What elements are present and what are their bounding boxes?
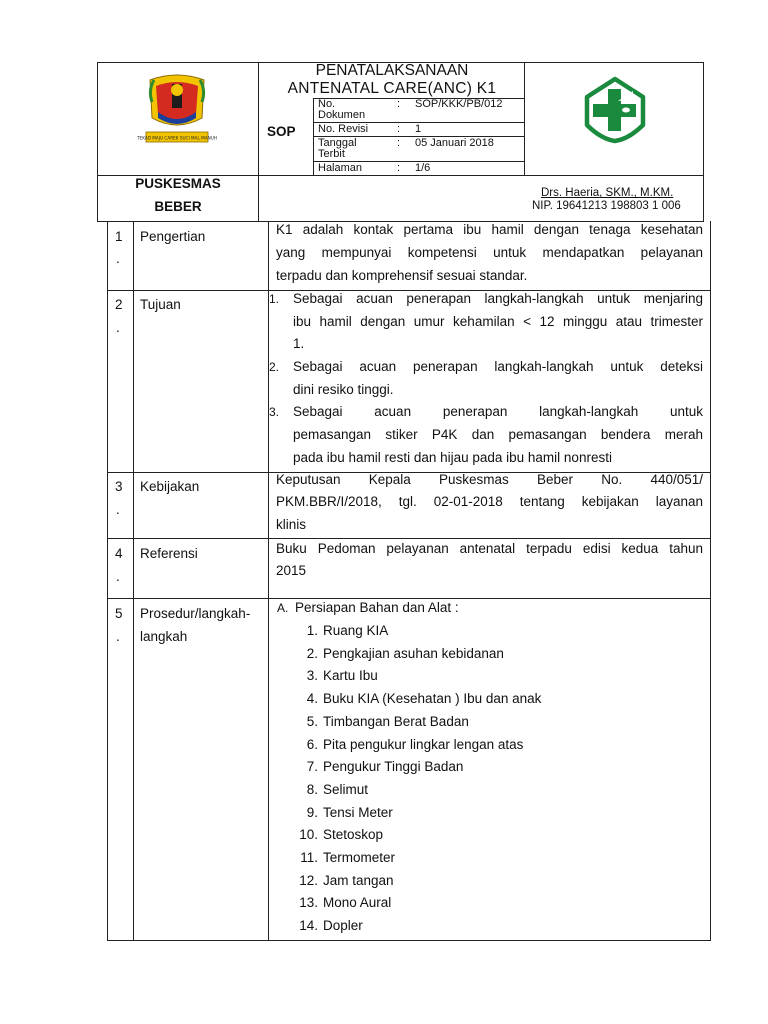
list-marker: 3. <box>269 405 280 419</box>
list-item-line: ibu hamil dengan umur kehamilan < 12 minggu atau trimester <box>293 314 703 329</box>
page-value: 1/6 <box>415 162 431 174</box>
list-item-line: pemasangan stiker P4K dan pemasangan bendera merah <box>293 427 703 442</box>
issue-date-label-2: Terbit <box>318 148 345 160</box>
list-item-number: 14. <box>299 918 318 934</box>
list-item: Ruang KIA <box>323 623 389 638</box>
list-marker: 1. <box>269 292 280 306</box>
section-number: 4 <box>115 546 123 561</box>
list-item: Timbangan Berat Badan <box>323 713 469 729</box>
section-title-cont: langkah <box>140 629 188 644</box>
list-item-line: 1. <box>293 336 305 351</box>
revision-value: 1 <box>415 123 422 135</box>
list-marker: 2. <box>269 360 280 374</box>
section-title: Kebijakan <box>140 479 200 494</box>
section-title: Pengertian <box>140 229 206 244</box>
list-item-line: dini resiko tinggi. <box>293 382 394 397</box>
revision-label: No. Revisi <box>318 123 369 135</box>
paragraph-line: terpadu dan komprehensif sesuai standar. <box>276 268 528 283</box>
list-item: Mono Aural <box>323 895 392 911</box>
paragraph-line: K1 adalah kontak pertama ibu hamil dengan tenaga kesehatan <box>276 222 703 237</box>
list-item-number: 4. <box>306 691 318 707</box>
paragraph-line: Keputusan Kepala Puskesmas Beber No. 440/051/ <box>276 472 703 487</box>
list-item: Kartu Ibu <box>323 668 378 684</box>
list-item-line: Sebagai acuan penerapan langkah-langkah untuk deteksi <box>293 359 703 374</box>
section-number: 1 <box>115 229 123 244</box>
list-item-number: 9. <box>306 804 318 820</box>
list-item: Jam tangan <box>323 872 394 888</box>
sop-title-line1: PENATALAKSANAAN <box>315 62 469 79</box>
list-item-number: 13. <box>299 895 318 911</box>
doc-number-label: No. <box>318 98 336 110</box>
list-item-number: 7. <box>306 759 318 775</box>
section-title: Tujuan <box>140 297 181 312</box>
issue-date-label: Tanggal <box>318 137 357 149</box>
signatory-name: Drs. Haeria, SKM., M.KM. <box>541 187 674 199</box>
section-number-dot: . <box>116 251 120 266</box>
list-item: Dopler <box>323 918 363 934</box>
signatory-nip: NIP. 19641213 198803 1 006 <box>532 200 681 212</box>
paragraph-line: yang mempunyai kompetensi untuk mendapatkan pelayanan <box>276 245 703 260</box>
list-item-line: pada ibu hamil resti dan hijau pada ibu hamil nonresti <box>293 450 612 465</box>
issue-date-value: 05 Januari 2018 <box>415 137 494 149</box>
puskesmas-name-line1: PUSKESMAS <box>135 176 221 191</box>
puskesmas-name-line2: BEBER <box>154 199 202 214</box>
list-item: Buku KIA (Kesehatan ) Ibu dan anak <box>323 691 542 707</box>
list-item-line: Sebagai acuan penerapan langkah-langkah untuk menjaring <box>293 291 703 306</box>
puskesmas-logo <box>581 75 649 145</box>
paragraph-line: Buku Pedoman pelayanan antenatal terpadu edisi kedua tahun <box>276 541 703 556</box>
section-title: Prosedur/langkah- <box>140 606 251 621</box>
section-number-dot: . <box>116 502 120 517</box>
list-item-number: 3. <box>306 668 318 684</box>
section-number-dot: . <box>116 629 120 644</box>
page-label: Halaman <box>318 162 363 174</box>
section-title: Referensi <box>140 546 198 561</box>
list-item: Pengukur Tinggi Badan <box>323 759 464 775</box>
section-number: 2 <box>115 297 123 312</box>
sop-title-line2: ANTENATAL CARE(ANC) K1 <box>287 80 497 97</box>
list-item-number: 8. <box>306 781 318 797</box>
page-colon: : <box>397 162 401 174</box>
list-item-number: 1. <box>306 623 318 638</box>
paragraph-line: klinis <box>276 517 307 532</box>
list-item-number: 2. <box>306 645 318 661</box>
list-item-number: 10. <box>299 827 318 843</box>
section-number: 5 <box>115 606 123 621</box>
issue-date-colon: : <box>397 137 401 149</box>
section-number-dot: . <box>116 320 120 335</box>
list-item: Selimut <box>323 781 369 797</box>
doc-number-label-2: Dokumen <box>318 109 366 121</box>
doc-number-value: SOP/KKK/PB/012 <box>415 98 503 110</box>
list-item: Pita pengukur lingkar lengan atas <box>323 736 524 752</box>
regency-emblem <box>136 68 218 148</box>
subheading-marker: A. <box>277 601 289 615</box>
list-item-line: Sebagai acuan penerapan langkah-langkah untuk <box>293 404 703 419</box>
doc-number-colon: : <box>397 98 401 110</box>
list-item-number: 11. <box>300 850 318 865</box>
list-item: Tensi Meter <box>323 804 393 820</box>
subheading: Persiapan Bahan dan Alat : <box>295 600 459 615</box>
sop-label: SOP <box>267 124 296 139</box>
section-number: 3 <box>115 479 123 494</box>
list-item-number: 12. <box>299 872 318 888</box>
list-item: Pengkajian asuhan kebidanan <box>323 645 504 661</box>
section-number-dot: . <box>116 569 120 584</box>
paragraph-line: 2015 <box>276 563 307 578</box>
list-item-number: 6. <box>306 736 318 752</box>
list-item: Stetoskop <box>323 827 384 843</box>
list-item-number: 5. <box>306 713 318 729</box>
list-item: Termometer <box>323 850 396 865</box>
revision-colon: : <box>397 123 401 135</box>
paragraph-line: PKM.BBR/I/2018, tgl. 02-01-2018 tentang kebijakan layanan <box>276 494 703 509</box>
emblem-banner-text: TEKAD MAJU CAREK SUCI MAL MANUH <box>136 135 218 141</box>
